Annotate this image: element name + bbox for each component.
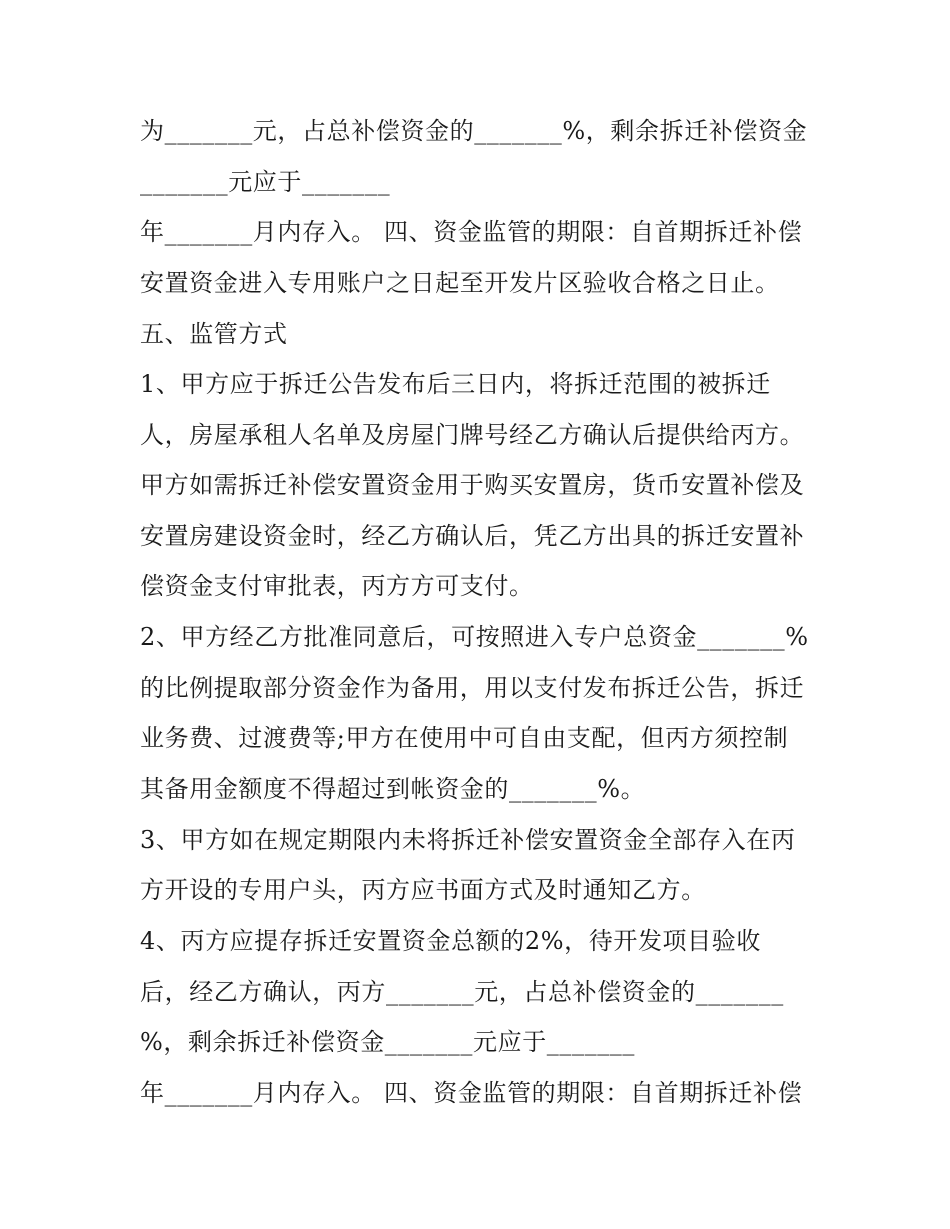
text-line: 安置资金进入专用账户之日起至开发片区验收合格之日止。: [140, 269, 780, 297]
text-line: 人，房屋承租人名单及房屋门牌号经乙方确认后提供给丙方。: [140, 421, 805, 449]
text-line: 3、甲方如在规定期限内未将拆迁补偿安置资金全部存入在丙: [140, 826, 796, 854]
section-heading: 五、监管方式: [140, 320, 288, 348]
text-line: 为_______元，占总补偿资金的_______%，剩余拆迁补偿资金: [140, 117, 808, 145]
text-line: 2、甲方经乙方批准同意后，可按照进入专户总资金_______%: [140, 623, 809, 651]
text-line: 安置房建设资金时，经乙方确认后，凭乙方出具的拆迁安置补: [140, 522, 805, 550]
text-line: 其备用金额度不得超过到帐资金的_______%。: [140, 775, 646, 803]
text-line: 1、甲方应于拆迁公告发布后三日内，将拆迁范围的被拆迁: [140, 370, 771, 398]
text-line: 甲方如需拆迁补偿安置资金用于购买安置房，货币安置补偿及: [140, 471, 805, 499]
text-line: 方开设的专用户头，丙方应书面方式及时通知乙方。: [140, 876, 706, 904]
text-line: 年_______月内存入。 四、资金监管的期限：自首期拆迁补偿: [140, 1079, 803, 1107]
text-line: _______元应于_______: [140, 168, 391, 196]
text-line: %，剩余拆迁补偿资金_______元应于_______: [140, 1028, 636, 1056]
text-line: 年_______月内存入。 四、资金监管的期限：自首期拆迁补偿: [140, 218, 803, 246]
text-line: 偿资金支付审批表，丙方方可支付。: [140, 572, 534, 600]
text-line: 的比例提取部分资金作为备用，用以支付发布拆迁公告，拆迁: [140, 674, 805, 702]
text-line: 后，经乙方确认，丙方_______元，占总补偿资金的_______: [140, 978, 784, 1006]
text-line: 4、丙方应提存拆迁安置资金总额的2%，待开发项目验收: [140, 927, 761, 955]
text-line: 业务费、过渡费等;甲方在使用中可自由支配，但丙方须控制: [140, 724, 789, 752]
